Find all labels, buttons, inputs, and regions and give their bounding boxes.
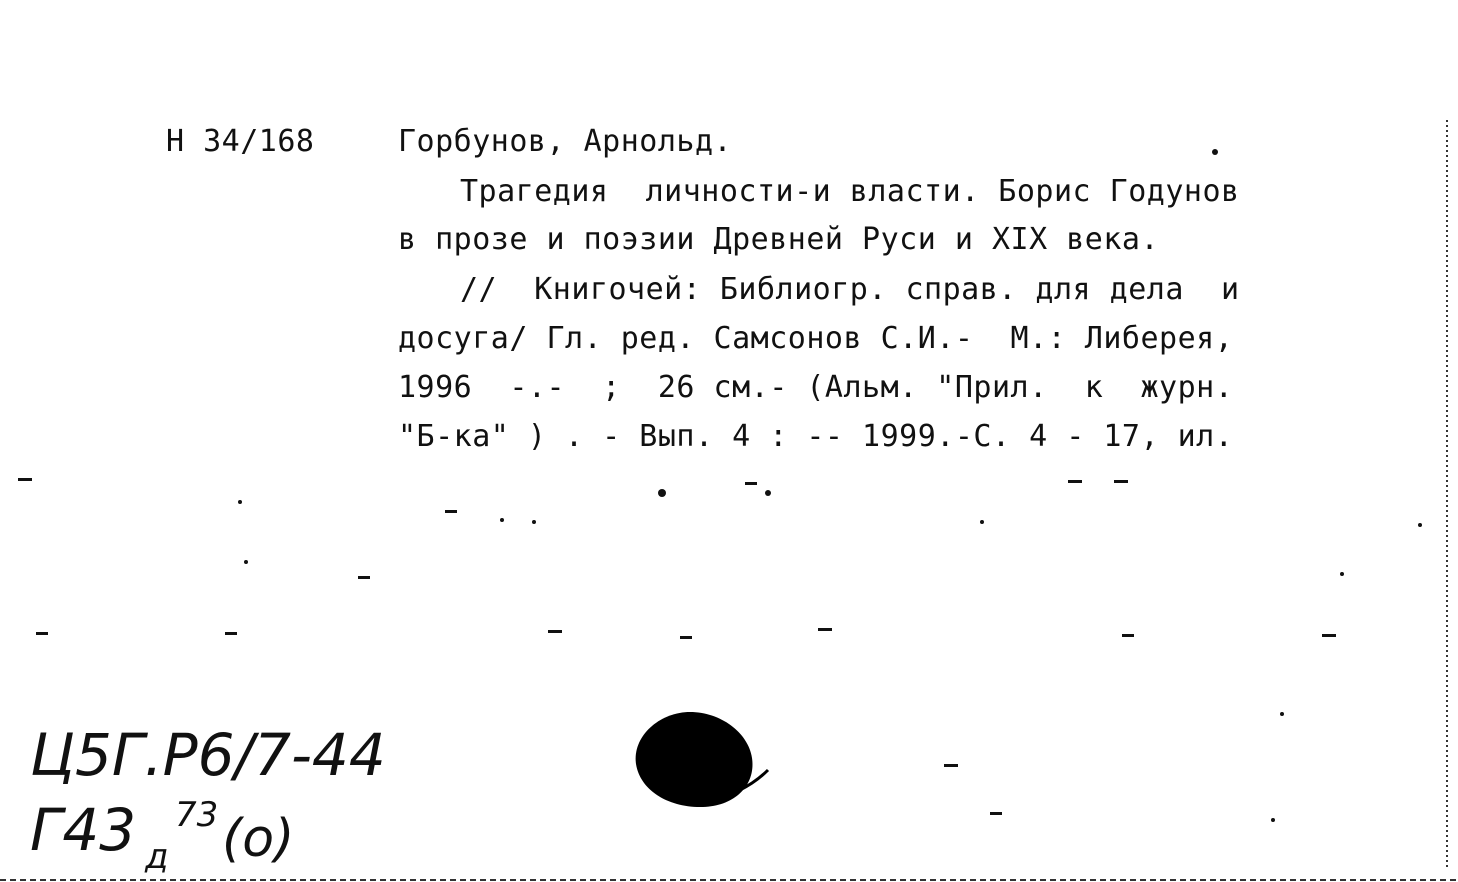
source-line-3: 1996 -.- ; 26 см.- (Альм. "Прил. к журн. — [398, 370, 1234, 405]
author-heading: Горбунов, Арнольд. — [398, 124, 733, 159]
handwritten-author-mark-circle: (о) — [222, 809, 295, 869]
handwritten-author-mark: Г43 — [30, 796, 137, 864]
title-line-1: Трагедия личности-и власти. Борис Годунов — [460, 174, 1240, 209]
source-line-4: "Б-ка" ) . - Вып. 4 : -- 1999.-С. 4 - 17, ил. — [398, 419, 1234, 454]
handwritten-classification: Ц5Г.Р6/7-44 — [30, 721, 386, 789]
call-number: Н 34/168 — [166, 124, 315, 159]
title-line-2: в прозе и поэзии Древней Руси и XIX века. — [398, 222, 1160, 257]
handwritten-author-mark-sub: д — [145, 837, 169, 877]
source-line-1: // Книгочей: Библиогр. справ. для дела и — [460, 272, 1240, 307]
source-line-2: досуга/ Гл. ред. Самсонов С.И.- М.: Либерея, — [398, 321, 1234, 356]
handwritten-author-mark-sup: 73 — [175, 795, 219, 835]
